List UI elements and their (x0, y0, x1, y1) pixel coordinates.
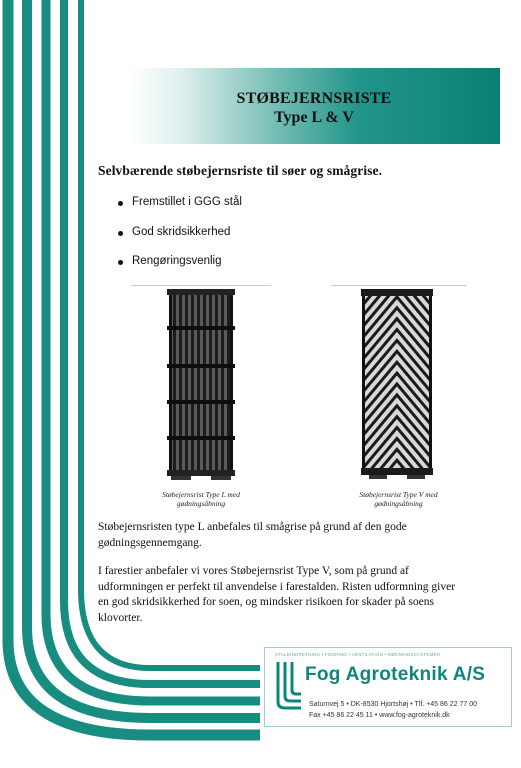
bullet-icon (118, 260, 123, 265)
list-item (118, 196, 242, 226)
services-line: STALDINDRETNING • FODRING • VENTILATION • GØDNINGSSYSTEMER (275, 652, 441, 657)
headline: Selvbærende støbejernsriste til søer og smågrise. (98, 163, 383, 178)
bullet-text: Rengøringsvenlig (132, 255, 222, 267)
grate-type-v-image (331, 286, 466, 511)
bullet-text: God skridsikkerhed (132, 225, 231, 238)
caption-line: gødningsåbning (176, 499, 226, 508)
caption-line: Støbejernsrist Type L med (162, 490, 240, 499)
company-footer (264, 647, 512, 727)
caption-type-l (131, 490, 271, 508)
paragraph-type-l: Støbejernsristen type L anbefales til smågrise på grund af den gode gødningsgennemgang. (98, 521, 407, 549)
list-item (118, 255, 242, 285)
title-line-2: Type L & V (274, 109, 354, 126)
address-line: Saturnvej 5 • DK-8530 Hjortshøj • Tlf. +45 86 22 77 00 (309, 701, 478, 708)
caption-type-v (331, 490, 466, 508)
title-line-1: STØBEJERNSRISTE (236, 90, 392, 107)
feature-list (118, 196, 242, 285)
bullet-icon (118, 231, 123, 236)
contact-line: Fax +45 86 22 45 11 • www.fog-agroteknik.dk (309, 712, 450, 719)
caption-line: gødningsåbning (374, 499, 423, 508)
grate-type-l-image (131, 286, 271, 511)
list-item (118, 226, 242, 256)
paragraph-type-v: I farestier anbefaler vi vores Støbejernsrist Type V, som på grund af udformningen er perfekt til anvendelse i farestalden. Risten udformning giver en god skridsikkerhed for soen, og mindsker risikoen for skader på soens klovorter. (98, 565, 456, 624)
title-banner (128, 68, 500, 144)
caption-line: Støbejernsrist Type V med (359, 490, 438, 499)
bullet-text: Fremstillet i GGG stål (132, 196, 242, 208)
bullet-icon (118, 201, 123, 206)
company-name: Fog Agroteknik A/S (305, 664, 486, 685)
photo-type-v (331, 285, 466, 511)
photo-type-l (131, 285, 271, 511)
fog-logo-icon (275, 662, 301, 712)
